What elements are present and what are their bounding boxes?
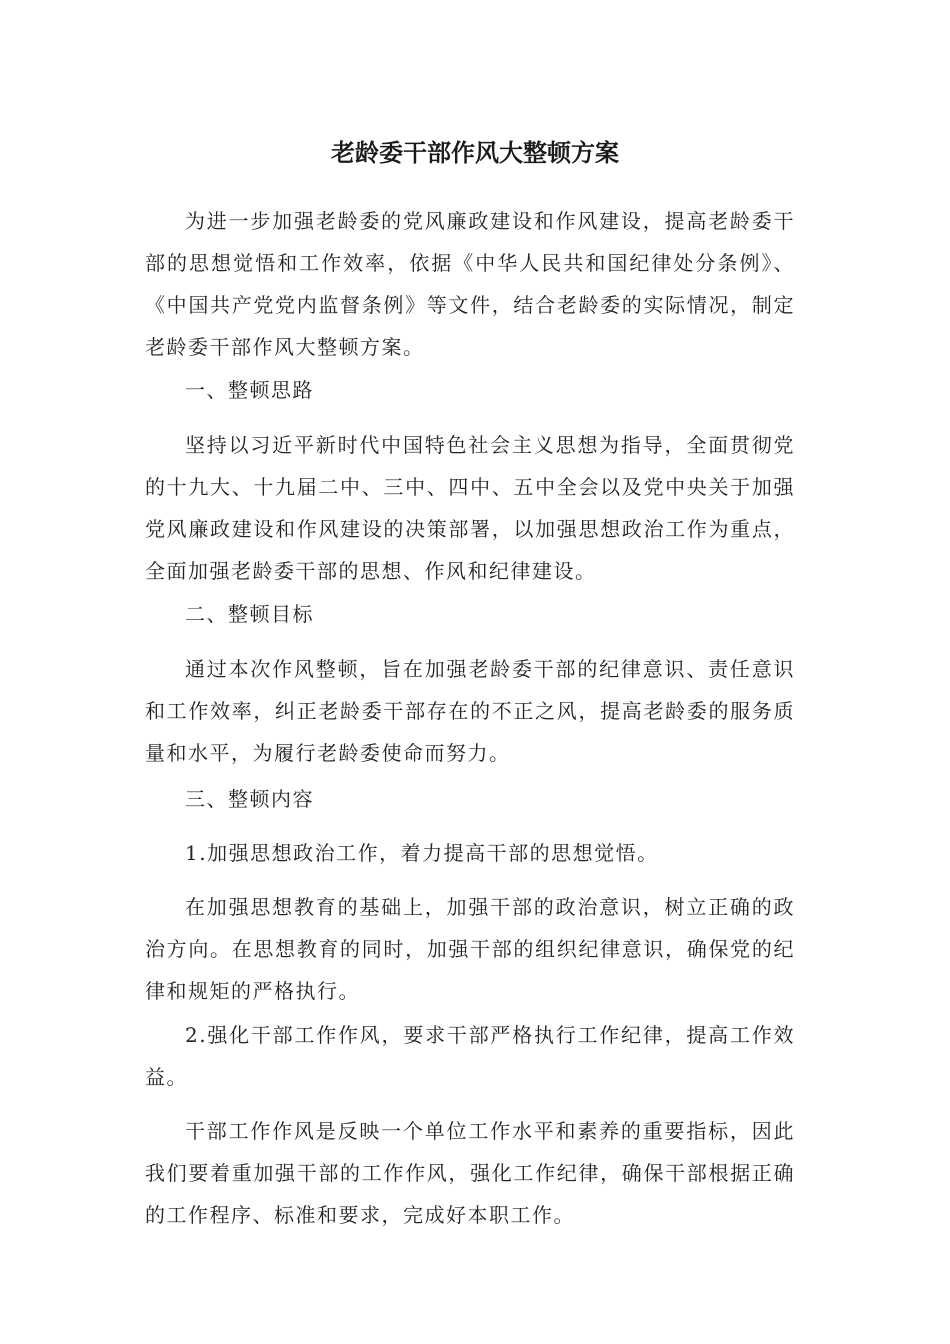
item-heading-2: 2.强化干部工作作风，要求干部严格执行工作纪律，提高工作效益。 <box>145 1023 795 1089</box>
section-paragraph-2: 通过本次作风整顿，旨在加强老龄委干部的纪律意识、责任意识和工作效率，纠正老龄委干部存在的不正之风，提高老龄委的服务质量和水平，为履行老龄委使命而努力。 <box>145 657 795 765</box>
item-paragraph-1: 在加强思想教育的基础上，加强干部的政治意识，树立正确的政治方向。在思想教育的同时，加强干部的组织纪律意识，确保党的纪律和规矩的严格执行。 <box>145 895 795 1003</box>
section-heading-3: 三、整顿内容 <box>185 787 314 811</box>
document-title: 老龄委干部作风大整顿方案 <box>331 139 619 167</box>
section-paragraph-1: 坚持以习近平新时代中国特色社会主义思想为指导，全面贯彻党的十九大、十九届二中、三中、四中、五中全会以及党中央关于加强党风廉政建设和作风建设的决策部署，以加强思想政治工作为重点，全面加强老龄委干部的思想、作风和纪律建设。 <box>145 433 795 583</box>
section-heading-2: 二、整顿目标 <box>185 602 314 626</box>
section-heading-1: 一、整顿思路 <box>185 378 314 402</box>
item-heading-1: 1.加强思想政治工作，着力提高干部的思想觉悟。 <box>185 841 659 865</box>
intro-paragraph: 为进一步加强老龄委的党风廉政建设和作风建设，提高老龄委干部的思想觉悟和工作效率，依据《中华人民共和国纪律处分条例》、《中国共产党党内监督条例》等文件，结合老龄委的实际情况，制定老龄委干部作风大整顿方案。 <box>145 209 795 359</box>
item-paragraph-2: 干部工作作风是反映一个单位工作水平和素养的重要指标，因此我们要着重加强干部的工作作风，强化工作纪律，确保干部根据正确的工作程序、标准和要求，完成好本职工作。 <box>145 1119 795 1227</box>
